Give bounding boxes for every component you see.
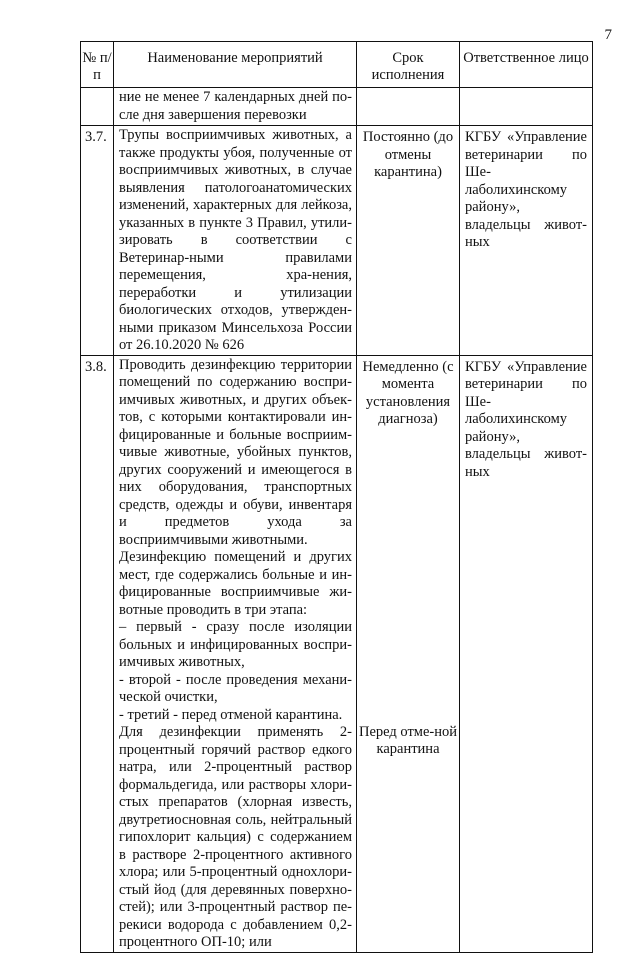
term-cell (357, 355, 460, 952)
header-term: Срок исполнения (357, 42, 460, 88)
measures-table (80, 41, 593, 953)
term-text: Перед отме-ной карантина (359, 723, 458, 757)
row-number-cell (81, 88, 114, 126)
term-text: Постоянно (до отмены карантина) (362, 129, 454, 180)
measure-paragraph: Трупы восприимчивых животных, а также продукты убоя, полученные от восприимчивых животных, в случае выявления патологоанатомических изменений, характерных для лейкоза, указанных в пункте 3 Правил, утили-зировать в соответствии с Ветеринар-ными правилами перемещения, хра-нения, переработки и утилизации биологических отходов, утвержден-ными приказом Минсельхоза России от 26.10.2020 № 626 (119, 127, 352, 353)
header-num: № п/п (81, 42, 114, 88)
term-cell (357, 88, 460, 126)
measure-cell (114, 355, 357, 952)
table-row (81, 88, 593, 126)
measure-paragraph: Проводить дезинфекцию территории помещений по содержанию воспри-имчивых животных, и других объек-тов, с которыми контактировали ин-фицированные и больные восприим-чивые животные, убойных пунктов, других сооружений и имеющегося в них оборудования, транспортных средств, одежды и обуви, инвентаря и предметов ухода за восприимчивыми животными. (119, 356, 352, 548)
row-number-cell: 3.8. (81, 355, 114, 952)
responsible-cell (460, 88, 593, 126)
measure-paragraph: - второй - после проведения механи-ческой очистки, (119, 671, 352, 705)
header-name: Наименование мероприятий (114, 42, 357, 88)
responsible-cell: КГБУ «Управление ветеринарии по Ше-лаболихинскому району», владельцы живот-ных (460, 126, 593, 356)
measure-cell (114, 126, 357, 356)
measure-paragraph: Для дезинфекции применять 2-процентный горячий раствор едкого натра, или 2-процентный раствор формальдегида, или растворы хлори-стых препаратов (хлорная известь, двутретиосновная соль, нейтральный гипохлорит кальция) с содержанием в растворе 2-процентного активного хлора; или 5-процентный однохлори-стый йод (для деревянных поверхно-стей); или 3-процентный раствор пе-рекиси водорода с добавлением 0,2-процентного ОП-10; или (119, 724, 352, 950)
measure-paragraph: - третий - перед отменой карантина. (119, 706, 343, 723)
term-cell (357, 126, 460, 356)
table-header-row (81, 42, 593, 88)
measure-paragraph: – первый - сразу после изоляции больных и инфицированных воспри-имчивых животных, (119, 619, 352, 670)
term-text: Немедленно (с момента установления диагноза) (362, 358, 454, 427)
header-responsible: Ответственное лицо (460, 42, 593, 88)
row-number-cell: 3.7. (81, 126, 114, 356)
measure-cell: ние не менее 7 календарных дней по-сле дня завершения перевозки (114, 88, 357, 126)
measure-paragraph: Дезинфекцию помещений и других мест, где содержались больные и ин-фицированные восприимчивые жи-вотные проводить в три этапа: (119, 549, 352, 618)
page-number: 7 (604, 27, 612, 43)
responsible-cell: КГБУ «Управление ветеринарии по Ше-лаболихинскому району», владельцы живот-ных (460, 355, 593, 952)
table-row (81, 355, 593, 952)
table-row (81, 126, 593, 356)
